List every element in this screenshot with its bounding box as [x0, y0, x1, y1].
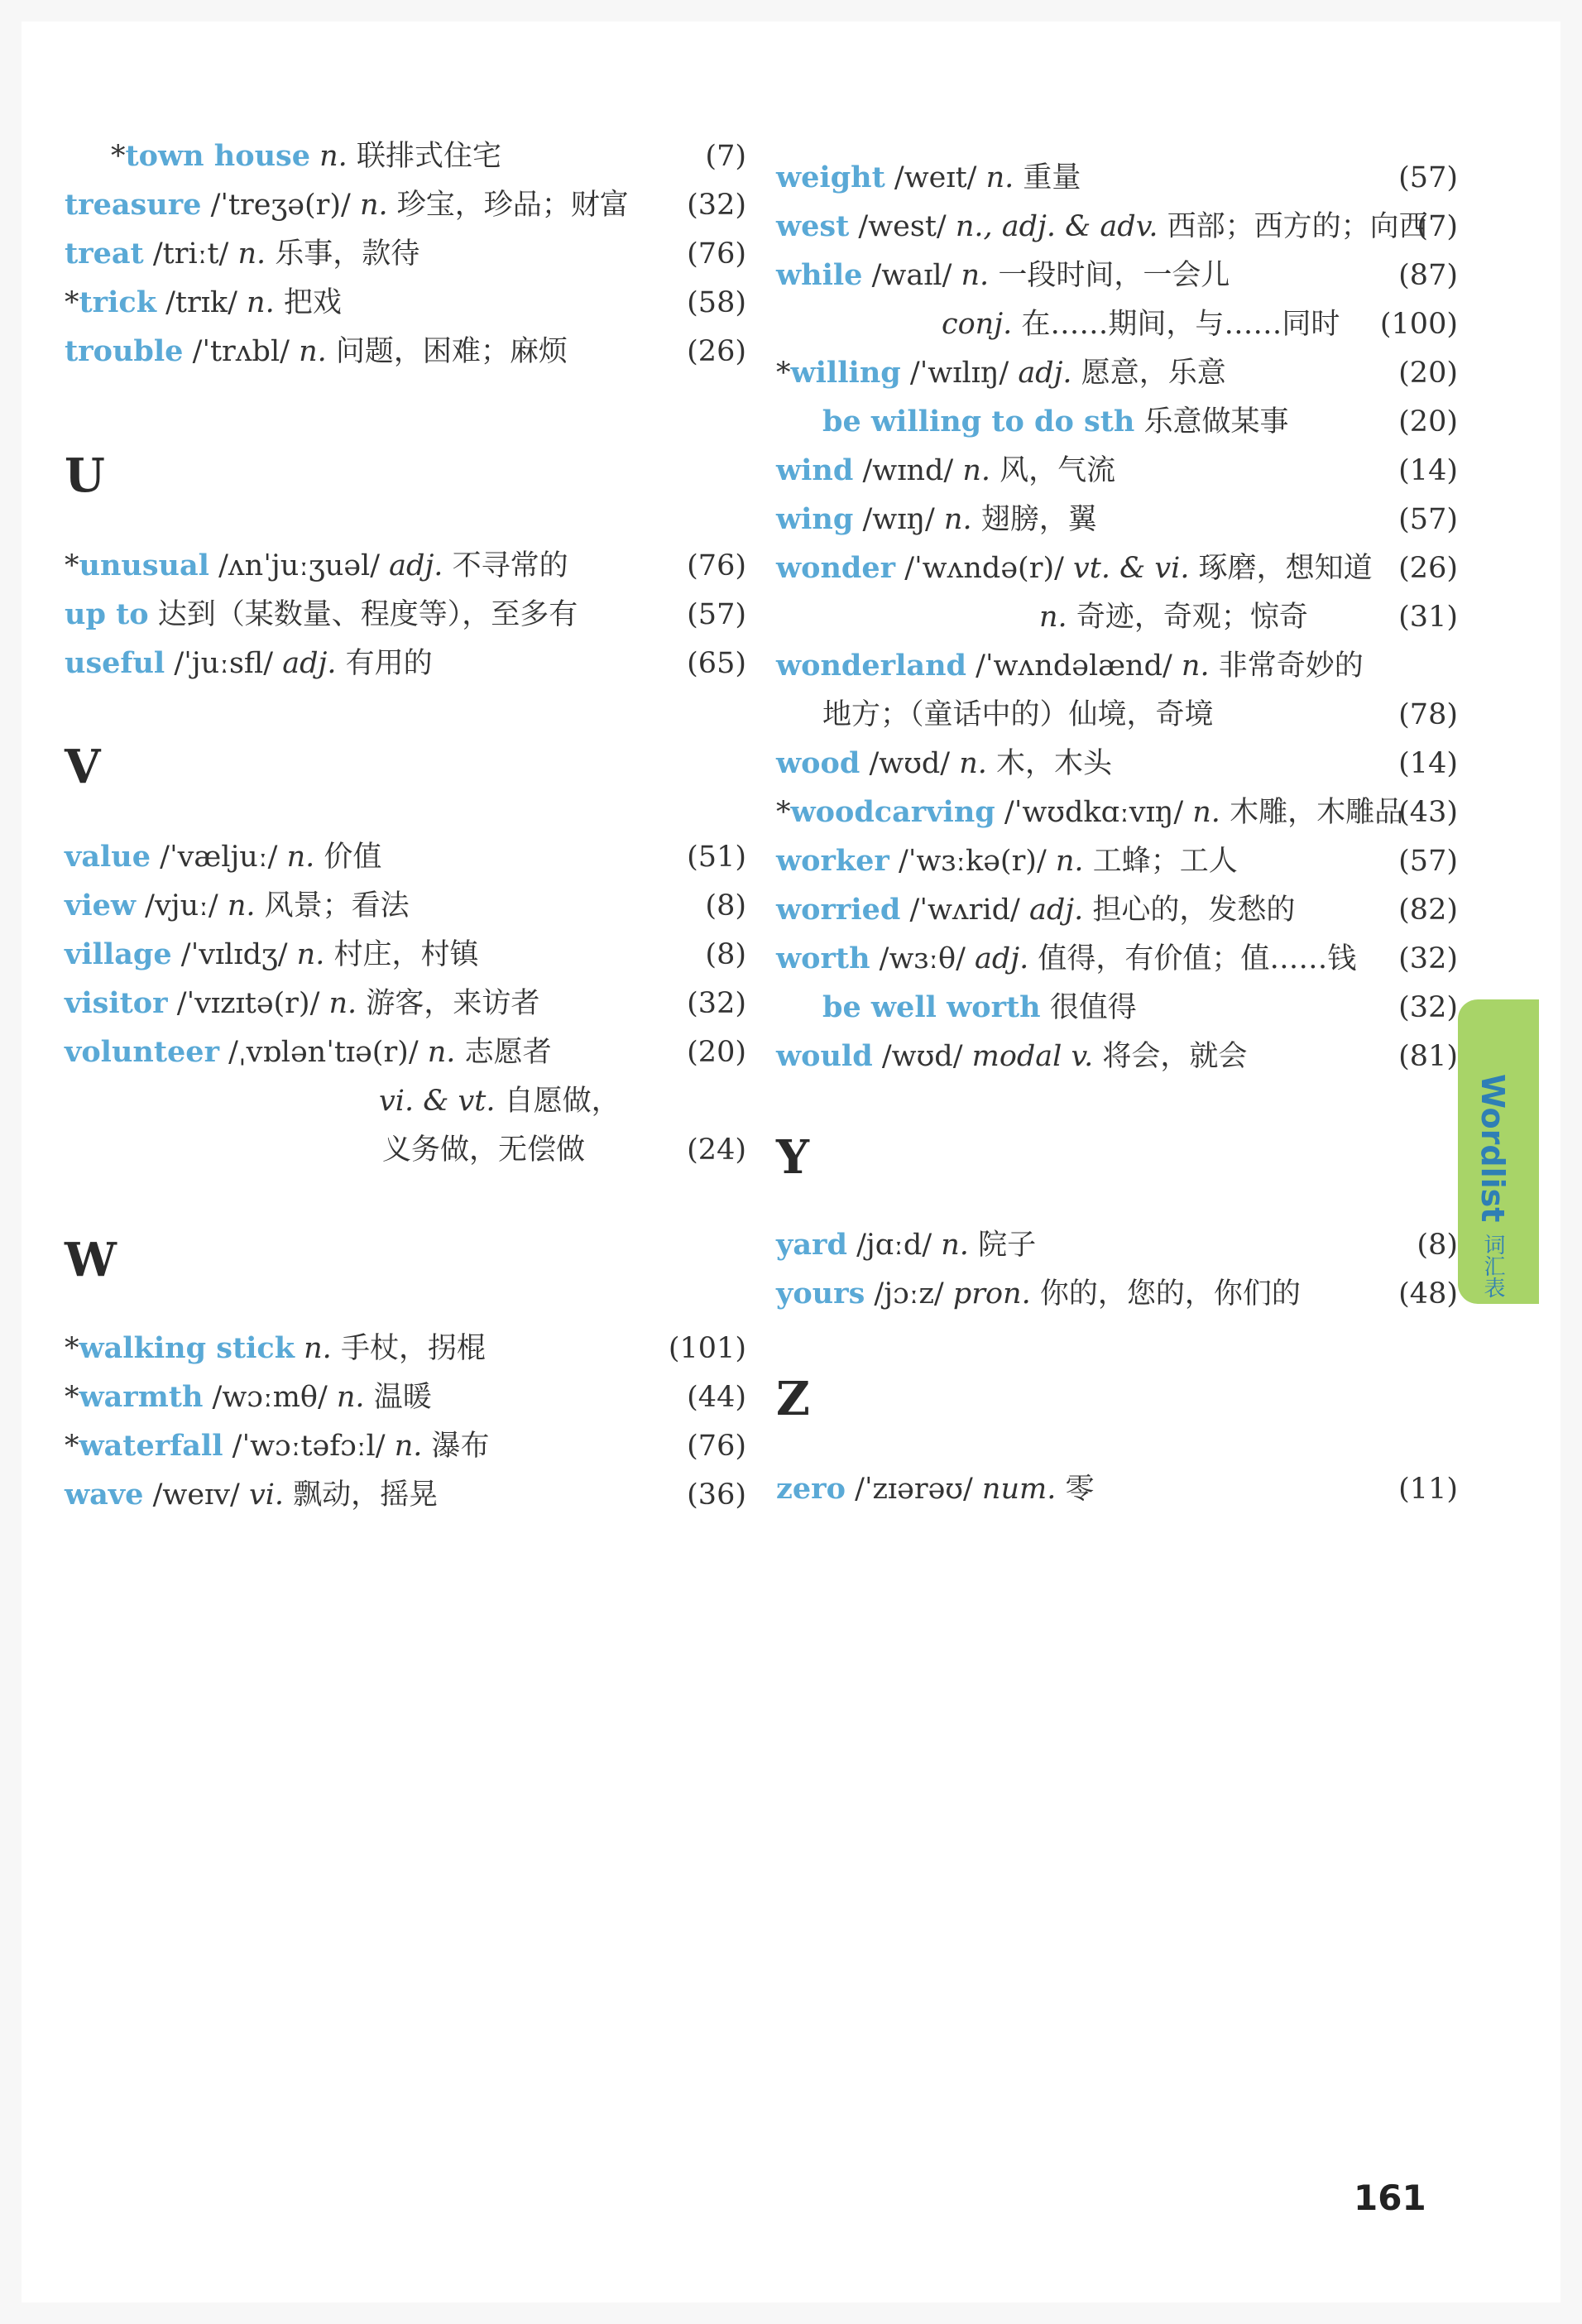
entry-pronunciation: /ˈwʊdkɑːvɪŋ/ [1004, 796, 1184, 829]
entry-pronunciation: /trɪk/ [165, 286, 237, 319]
entry-page-reference: (58) [687, 286, 746, 319]
entry-definition: 一段时间，一会儿 [998, 259, 1230, 292]
entry-text [379, 1077, 621, 1125]
entry-definition: 温暖 [373, 1381, 432, 1414]
entry-definition: 翅膀，翼 [980, 503, 1097, 536]
entry-page-reference: (48) [1398, 1277, 1458, 1311]
entry-part-of-speech: n. [286, 841, 315, 874]
entry-text [776, 642, 1364, 690]
entry-headword: wind [776, 453, 854, 487]
entry-text [65, 931, 479, 979]
entry-part-of-speech: adj. [975, 942, 1029, 975]
entry-headword: be well worth [822, 990, 1041, 1024]
entry-pronunciation: /ˈwʌrid/ [909, 894, 1020, 927]
entry-definition: 愿意，乐意 [1081, 357, 1226, 390]
entry-page-reference: (43) [1398, 796, 1458, 829]
entry-page-reference: (32) [687, 189, 746, 222]
entry-pronunciation: /west/ [858, 210, 947, 243]
entry-definition: 很值得 [1049, 991, 1137, 1024]
entry-headword: wood [776, 746, 861, 780]
entry-definition: 风景；看法 [264, 889, 410, 922]
entry-part-of-speech: adj. [282, 647, 337, 680]
wordlist-entry [776, 252, 1458, 299]
entry-page-reference: (20) [1398, 357, 1458, 390]
section-letter-u: U [65, 448, 105, 503]
entry-definition: 你的，您的，你们的 [1039, 1277, 1301, 1311]
entry-page-reference: (8) [1417, 1229, 1458, 1262]
entry-pronunciation: /ˈvæljuː/ [160, 841, 278, 874]
entry-headword: trouble [65, 334, 184, 368]
entry-pronunciation: /ˈwʌndəlænd/ [976, 649, 1172, 683]
entry-page-reference: (24) [687, 1133, 746, 1167]
entry-headword: zero [776, 1472, 846, 1506]
entry-page-reference: (8) [705, 938, 746, 971]
entry-headword: wing [776, 502, 854, 536]
entry-definition: 自愿做， [504, 1085, 621, 1118]
wordlist-entry [65, 328, 746, 376]
entry-page-reference: (31) [1398, 601, 1458, 634]
wordlist-entry [776, 593, 1458, 641]
entry-page-reference: (57) [1398, 161, 1458, 194]
entry-definition: 价值 [324, 841, 382, 874]
entry-pronunciation: /ˈwʌndə(r)/ [904, 552, 1064, 585]
entry-definition: 木雕，木雕品 [1230, 796, 1404, 829]
entry-part-of-speech: n. [296, 938, 325, 971]
wordlist-entry [776, 544, 1458, 592]
entry-text [776, 740, 1112, 788]
entry-definition: 木，木头 [996, 747, 1113, 780]
entry-headword: wave [65, 1478, 144, 1512]
entry-text [776, 544, 1373, 592]
entry-definition: 村庄，村镇 [333, 938, 479, 971]
entry-part-of-speech: n. [304, 1332, 332, 1365]
entry-text [65, 1028, 552, 1076]
entry-part-of-speech: n. [941, 1229, 969, 1262]
entry-text [65, 980, 539, 1028]
wordlist-entry [776, 740, 1458, 788]
entry-text [776, 154, 1081, 202]
wordlist-entry [65, 230, 746, 278]
entry-text [111, 132, 501, 180]
wordlist-entry [65, 542, 746, 590]
entry-part-of-speech: adj. [1018, 357, 1072, 390]
entry-text [1039, 593, 1308, 641]
section-letter-v: V [65, 740, 101, 794]
entry-headword: value [65, 840, 151, 874]
entry-pronunciation: /ˈwɔːtəfɔːl/ [232, 1430, 386, 1463]
entry-definition: 担心的，发愁的 [1092, 894, 1296, 927]
wordlist-entry [776, 886, 1458, 934]
wordlist-entry [776, 447, 1458, 495]
entry-text [776, 1221, 1036, 1269]
entry-headword: be willing to do sth [822, 405, 1135, 438]
entry-part-of-speech: n., adj. & adv. [955, 210, 1158, 243]
wordlist-entry [65, 1028, 746, 1076]
entry-part-of-speech: n. [319, 140, 348, 173]
wordlist-entry [776, 203, 1458, 251]
wordlist-entry [776, 349, 1458, 397]
entry-headword: wonder [776, 551, 896, 585]
entry-headword: town house [125, 139, 310, 173]
wordlist-entry [776, 984, 1458, 1032]
entry-definition: 值得，有价值；值……钱 [1038, 942, 1357, 975]
entry-pronunciation: /wʊd/ [881, 1040, 963, 1073]
entry-pronunciation: /vjuː/ [145, 889, 218, 922]
entry-part-of-speech: vi. & vt. [379, 1085, 496, 1118]
entry-headword: yours [776, 1277, 865, 1311]
entry-definition: 联排式住宅 [356, 140, 501, 173]
entry-part-of-speech: n. [328, 987, 357, 1020]
wordlist-entry [65, 1325, 746, 1373]
entry-page-reference: (26) [1398, 552, 1458, 585]
entry-star-marker: * [65, 1381, 79, 1414]
entry-headword: walking stick [79, 1331, 295, 1365]
entry-headword: warmth [79, 1380, 204, 1414]
entry-definition: 风，气流 [1000, 454, 1116, 487]
entry-headword: volunteer [65, 1035, 220, 1069]
entry-headword: treasure [65, 188, 202, 222]
wordlist-entry [776, 398, 1458, 446]
entry-headword: up to [65, 597, 149, 631]
entry-text [776, 1033, 1247, 1081]
entry-text [65, 640, 433, 688]
entry-pronunciation: /jɔːz/ [874, 1277, 944, 1311]
entry-definition: 非常奇妙的 [1218, 649, 1364, 683]
entry-headword: west [776, 209, 850, 243]
entry-text [65, 1422, 490, 1470]
entry-star-marker: * [65, 286, 79, 319]
entry-headword: trick [79, 285, 156, 319]
entry-star-marker: * [776, 357, 791, 390]
entry-definition: 零 [1065, 1473, 1095, 1506]
entry-text [776, 203, 1428, 251]
wordlist-entry [776, 1033, 1458, 1081]
entry-text [776, 886, 1295, 934]
entry-text [776, 935, 1356, 983]
entry-headword: worried [776, 893, 901, 927]
entry-star-marker: * [65, 1430, 79, 1463]
entry-page-reference: (57) [687, 598, 746, 631]
entry-definition: 乐事，款待 [275, 237, 420, 271]
entry-part-of-speech: vi. [248, 1478, 285, 1512]
entry-definition: 工蜂；工人 [1092, 845, 1238, 878]
wordlist-entry [65, 980, 746, 1028]
wordlist-entry [776, 1221, 1458, 1269]
entry-text [65, 1373, 432, 1421]
entry-text [776, 1270, 1301, 1318]
entry-text [776, 788, 1403, 836]
wordlist-entry [65, 132, 746, 180]
entry-text [65, 1325, 486, 1373]
entry-part-of-speech: vt. & vi. [1073, 552, 1190, 585]
entry-definition: 将会，就会 [1102, 1040, 1248, 1073]
entry-page-reference: (57) [1398, 845, 1458, 878]
entry-star-marker: * [65, 549, 79, 582]
entry-definition: 西部；西方的；向西 [1167, 210, 1428, 243]
wordlist-entry [65, 181, 746, 229]
wordlist-entry [65, 591, 746, 639]
entry-text [776, 252, 1230, 299]
entry-part-of-speech: n. [237, 237, 266, 271]
entry-definition: 达到（某数量、程度等），至多有 [157, 598, 578, 631]
entry-page-reference: (44) [687, 1381, 746, 1414]
wordlist-entry [776, 1465, 1458, 1513]
entry-definition: 奇迹，奇观；惊奇 [1076, 601, 1308, 634]
entry-page-reference: (76) [687, 549, 746, 582]
entry-headword: unusual [79, 549, 209, 582]
page [22, 22, 1560, 2302]
entry-definition: 不寻常的 [452, 549, 568, 582]
entry-headword: worth [776, 942, 870, 975]
entry-text [65, 1471, 438, 1519]
entry-text [776, 496, 1097, 544]
entry-part-of-speech: n. [336, 1381, 365, 1414]
entry-text [822, 984, 1137, 1032]
page-number: 161 [1354, 2178, 1426, 2218]
wordlist-entry [776, 154, 1458, 202]
entry-part-of-speech: n. [227, 889, 256, 922]
entry-page-reference: (81) [1398, 1040, 1458, 1073]
entry-page-reference: (8) [705, 889, 746, 922]
entry-part-of-speech: n. [299, 335, 327, 368]
entry-part-of-speech: pron. [952, 1277, 1031, 1311]
entry-part-of-speech: modal v. [971, 1040, 1094, 1073]
entry-headword: woodcarving [790, 795, 995, 829]
wordlist-entry [776, 642, 1458, 690]
entry-pronunciation: /waɪl/ [871, 259, 952, 292]
entry-page-reference: (57) [1398, 503, 1458, 536]
wordlist-entry [776, 788, 1458, 836]
entry-definition: 把戏 [283, 286, 342, 319]
entry-headword: yard [776, 1228, 847, 1262]
entry-part-of-speech: n. [1039, 601, 1067, 634]
entry-headword: would [776, 1039, 873, 1073]
entry-pronunciation: /ʌnˈjuːʒuəl/ [218, 549, 381, 582]
entry-part-of-speech: n. [961, 259, 990, 292]
entry-headword: waterfall [79, 1429, 223, 1463]
entry-pronunciation: /wɪŋ/ [862, 503, 935, 536]
section-letter-z: Z [776, 1372, 810, 1426]
entry-pronunciation: /ˈzɪərəʊ/ [855, 1473, 973, 1506]
entry-page-reference: (78) [1398, 698, 1458, 731]
entry-definition: 志愿者 [464, 1036, 552, 1069]
entry-page-reference: (87) [1398, 259, 1458, 292]
wordlist-tab-title: Wordlist [1474, 1074, 1511, 1223]
entry-headword: visitor [65, 986, 168, 1020]
entry-headword: weight [776, 161, 885, 194]
wordlist-entry [776, 1270, 1458, 1318]
entry-text [65, 181, 629, 229]
entry-pronunciation: /ˈjuːsfl/ [174, 647, 274, 680]
entry-text [776, 837, 1238, 885]
entry-definition: 地方；（童话中的）仙境，奇境 [822, 698, 1214, 731]
wordlist-entry [776, 837, 1458, 885]
entry-pronunciation: /ˌvɒlənˈtɪə(r)/ [228, 1036, 419, 1069]
entry-part-of-speech: num. [981, 1473, 1057, 1506]
entry-text [65, 542, 568, 590]
entry-text [65, 230, 419, 278]
entry-page-reference: (32) [1398, 991, 1458, 1024]
entry-page-reference: (101) [668, 1332, 746, 1365]
entry-headword: while [776, 258, 863, 292]
entry-definition: 重量 [1023, 161, 1081, 194]
entry-text [776, 349, 1226, 397]
section-letter-y: Y [776, 1130, 809, 1185]
wordlist-entry [65, 1126, 746, 1174]
entry-page-reference: (26) [687, 335, 746, 368]
entry-pronunciation: /wɜːθ/ [879, 942, 966, 975]
entry-headword: wonderland [776, 649, 966, 683]
entry-part-of-speech: n. [943, 503, 972, 536]
entry-definition: 义务做，无偿做 [382, 1133, 586, 1167]
entry-pronunciation: /ˈvɪlɪdʒ/ [180, 938, 288, 971]
entry-part-of-speech: adj. [1028, 894, 1084, 927]
entry-text [776, 1465, 1094, 1513]
entry-page-reference: (76) [687, 237, 746, 271]
entry-pronunciation: /wʊd/ [869, 747, 951, 780]
entry-headword: view [65, 889, 137, 922]
entry-page-reference: (76) [687, 1430, 746, 1463]
entry-star-marker: * [776, 796, 791, 829]
wordlist-entry [776, 935, 1458, 983]
entry-text [65, 279, 342, 327]
entry-text [822, 691, 1214, 739]
entry-definition: 有用的 [345, 647, 433, 680]
wordlist-entry [65, 1471, 746, 1519]
wordlist-tab-subtitle: 词汇表 [1480, 1233, 1505, 1298]
wordlist-entry [65, 1077, 746, 1125]
entry-pronunciation: /ˈtrʌbl/ [192, 335, 290, 368]
entry-part-of-speech: n. [359, 189, 388, 222]
entry-page-reference: (32) [1398, 942, 1458, 975]
entry-pronunciation: /wɪnd/ [862, 454, 954, 487]
entry-page-reference: (36) [687, 1478, 746, 1512]
entry-pronunciation: /jɑːd/ [856, 1229, 932, 1262]
entry-pronunciation: /wɔːmθ/ [212, 1381, 328, 1414]
entry-pronunciation: /ˈwɜːkə(r)/ [899, 845, 1047, 878]
section-letter-w: W [65, 1233, 117, 1287]
entry-definition: 瀑布 [431, 1430, 490, 1463]
entry-definition: 游客，来访者 [366, 987, 540, 1020]
entry-pronunciation: /triːt/ [152, 237, 229, 271]
wordlist-entry [65, 931, 746, 979]
entry-text [822, 398, 1289, 446]
entry-definition: 飘动，摇晃 [293, 1478, 439, 1512]
wordlist-entry [776, 496, 1458, 544]
entry-headword: worker [776, 844, 889, 878]
entry-part-of-speech: n. [985, 161, 1014, 194]
wordlist-entry [65, 1422, 746, 1470]
entry-definition: 乐意做某事 [1143, 405, 1289, 438]
entry-page-reference: (7) [1417, 210, 1458, 243]
wordlist-entry [776, 691, 1458, 739]
entry-text [382, 1126, 585, 1174]
entry-part-of-speech: adj. [389, 549, 443, 582]
entry-pronunciation: /ˈtreʒə(r)/ [210, 189, 351, 222]
wordlist-entry [65, 1373, 746, 1421]
entry-page-reference: (65) [687, 647, 746, 680]
entry-part-of-speech: n. [959, 747, 987, 780]
entry-definition: 手杖，拐棍 [340, 1332, 486, 1365]
entry-star-marker: * [111, 140, 126, 173]
wordlist-entry [65, 882, 746, 930]
entry-page-reference: (100) [1379, 308, 1458, 341]
entry-part-of-speech: n. [1181, 649, 1210, 683]
wordlist-entry [65, 833, 746, 881]
entry-part-of-speech: n. [1192, 796, 1220, 829]
entry-pronunciation: /weɪv/ [152, 1478, 240, 1512]
entry-definition: 院子 [978, 1229, 1037, 1262]
entry-part-of-speech: n. [394, 1430, 423, 1463]
entry-page-reference: (20) [687, 1036, 746, 1069]
entry-page-reference: (7) [705, 140, 746, 173]
wordlist-entry [776, 300, 1458, 348]
entry-text [776, 447, 1115, 495]
entry-pronunciation: /ˈvɪzɪtə(r)/ [176, 987, 320, 1020]
entry-part-of-speech: conj. [942, 308, 1013, 341]
entry-page-reference: (14) [1398, 454, 1458, 487]
entry-page-reference: (20) [1398, 405, 1458, 438]
entry-text [65, 882, 410, 930]
entry-page-reference: (32) [687, 987, 746, 1020]
wordlist-entry [65, 640, 746, 688]
entry-text [65, 328, 568, 376]
entry-part-of-speech: n. [247, 286, 275, 319]
entry-headword: treat [65, 237, 144, 271]
entry-headword: willing [790, 356, 901, 390]
entry-definition: 问题，困难；麻烦 [335, 335, 568, 368]
wordlist-entry [65, 279, 746, 327]
entry-page-reference: (11) [1398, 1473, 1458, 1506]
entry-page-reference: (14) [1398, 747, 1458, 780]
entry-headword: useful [65, 646, 165, 680]
entry-star-marker: * [65, 1332, 79, 1365]
entry-text [65, 833, 381, 881]
wordlist-tab-label [1474, 1074, 1511, 1298]
entry-pronunciation: /ˈwɪlɪŋ/ [909, 357, 1009, 390]
entry-definition: 珍宝，珍品；财富 [396, 189, 629, 222]
entry-text [942, 300, 1340, 348]
entry-text [65, 591, 578, 639]
entry-headword: village [65, 937, 172, 971]
entry-page-reference: (82) [1398, 894, 1458, 927]
entry-definition: 琢磨，想知道 [1198, 552, 1373, 585]
entry-pronunciation: /weɪt/ [894, 161, 977, 194]
entry-part-of-speech: n. [1055, 845, 1084, 878]
entry-page-reference: (51) [687, 841, 746, 874]
entry-part-of-speech: n. [427, 1036, 456, 1069]
entry-part-of-speech: n. [962, 454, 990, 487]
entry-definition: 在……期间，与……同时 [1021, 308, 1340, 341]
